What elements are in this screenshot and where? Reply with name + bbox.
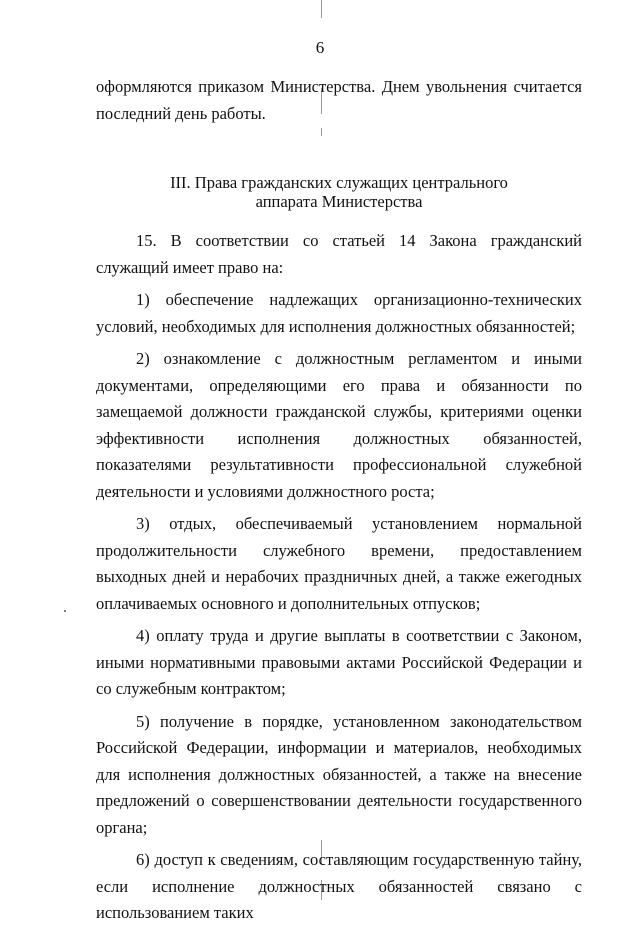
paragraph-item-6: 6) доступ к сведениям, составляющим государственную тайну, если исполнение должностных обязанностей связано с использованием таких <box>96 850 582 922</box>
scan-artifact-line <box>321 0 322 18</box>
paragraph-item-2: 2) ознакомление с должностным регламентом и иными документами, определяющими его права и обязанности по замещаемой должности гражданской службы, критериями оценки эффективности исполнения должностных обязанностей, показателями результативности профессиональной служебной деятельности и условиями должностного роста; <box>96 349 582 501</box>
paragraph-item-5: 5) получение в порядке, установленном законодательством Российской Федерации, информации и материалов, необходимых для исполнения должностных обязанностей, а также на внесение предложений о совершенствовании деятельности государственного органа; <box>96 711 582 837</box>
carryover-paragraph: оформляются приказом Министерства. Днем увольнения считается последний день работы. <box>96 77 582 123</box>
paragraph-15: 15. В соответствии со статьей 14 Закона гражданский служащий имеет право на: <box>96 231 582 277</box>
paragraph-item-1: 1) обеспечение надлежащих организационно-технических условий, необходимых для исполнения должностных обязанностей; <box>96 290 582 336</box>
section-heading-line-2: аппарата Министерства <box>255 192 423 211</box>
scan-artifact-dot <box>64 610 66 612</box>
scan-artifact-line <box>321 128 322 136</box>
section-heading <box>96 173 582 211</box>
section-heading-line-1: III. Права гражданских служащих центрального <box>170 173 508 192</box>
page-number: 6 <box>315 38 325 57</box>
paragraph-item-3: 3) отдых, обеспечиваемый установлением нормальной продолжительности служебного времени, предоставлением выходных дней и нерабочих праздничных дней, а также ежегодных оплачиваемых основного и дополнительных отпусков; <box>96 514 582 613</box>
body-text <box>96 228 582 933</box>
paragraph-item-4: 4) оплату труда и другие выплаты в соответствии с Законом, иными нормативными правовыми актами Российской Федерации и со служебным контрактом; <box>96 626 582 698</box>
